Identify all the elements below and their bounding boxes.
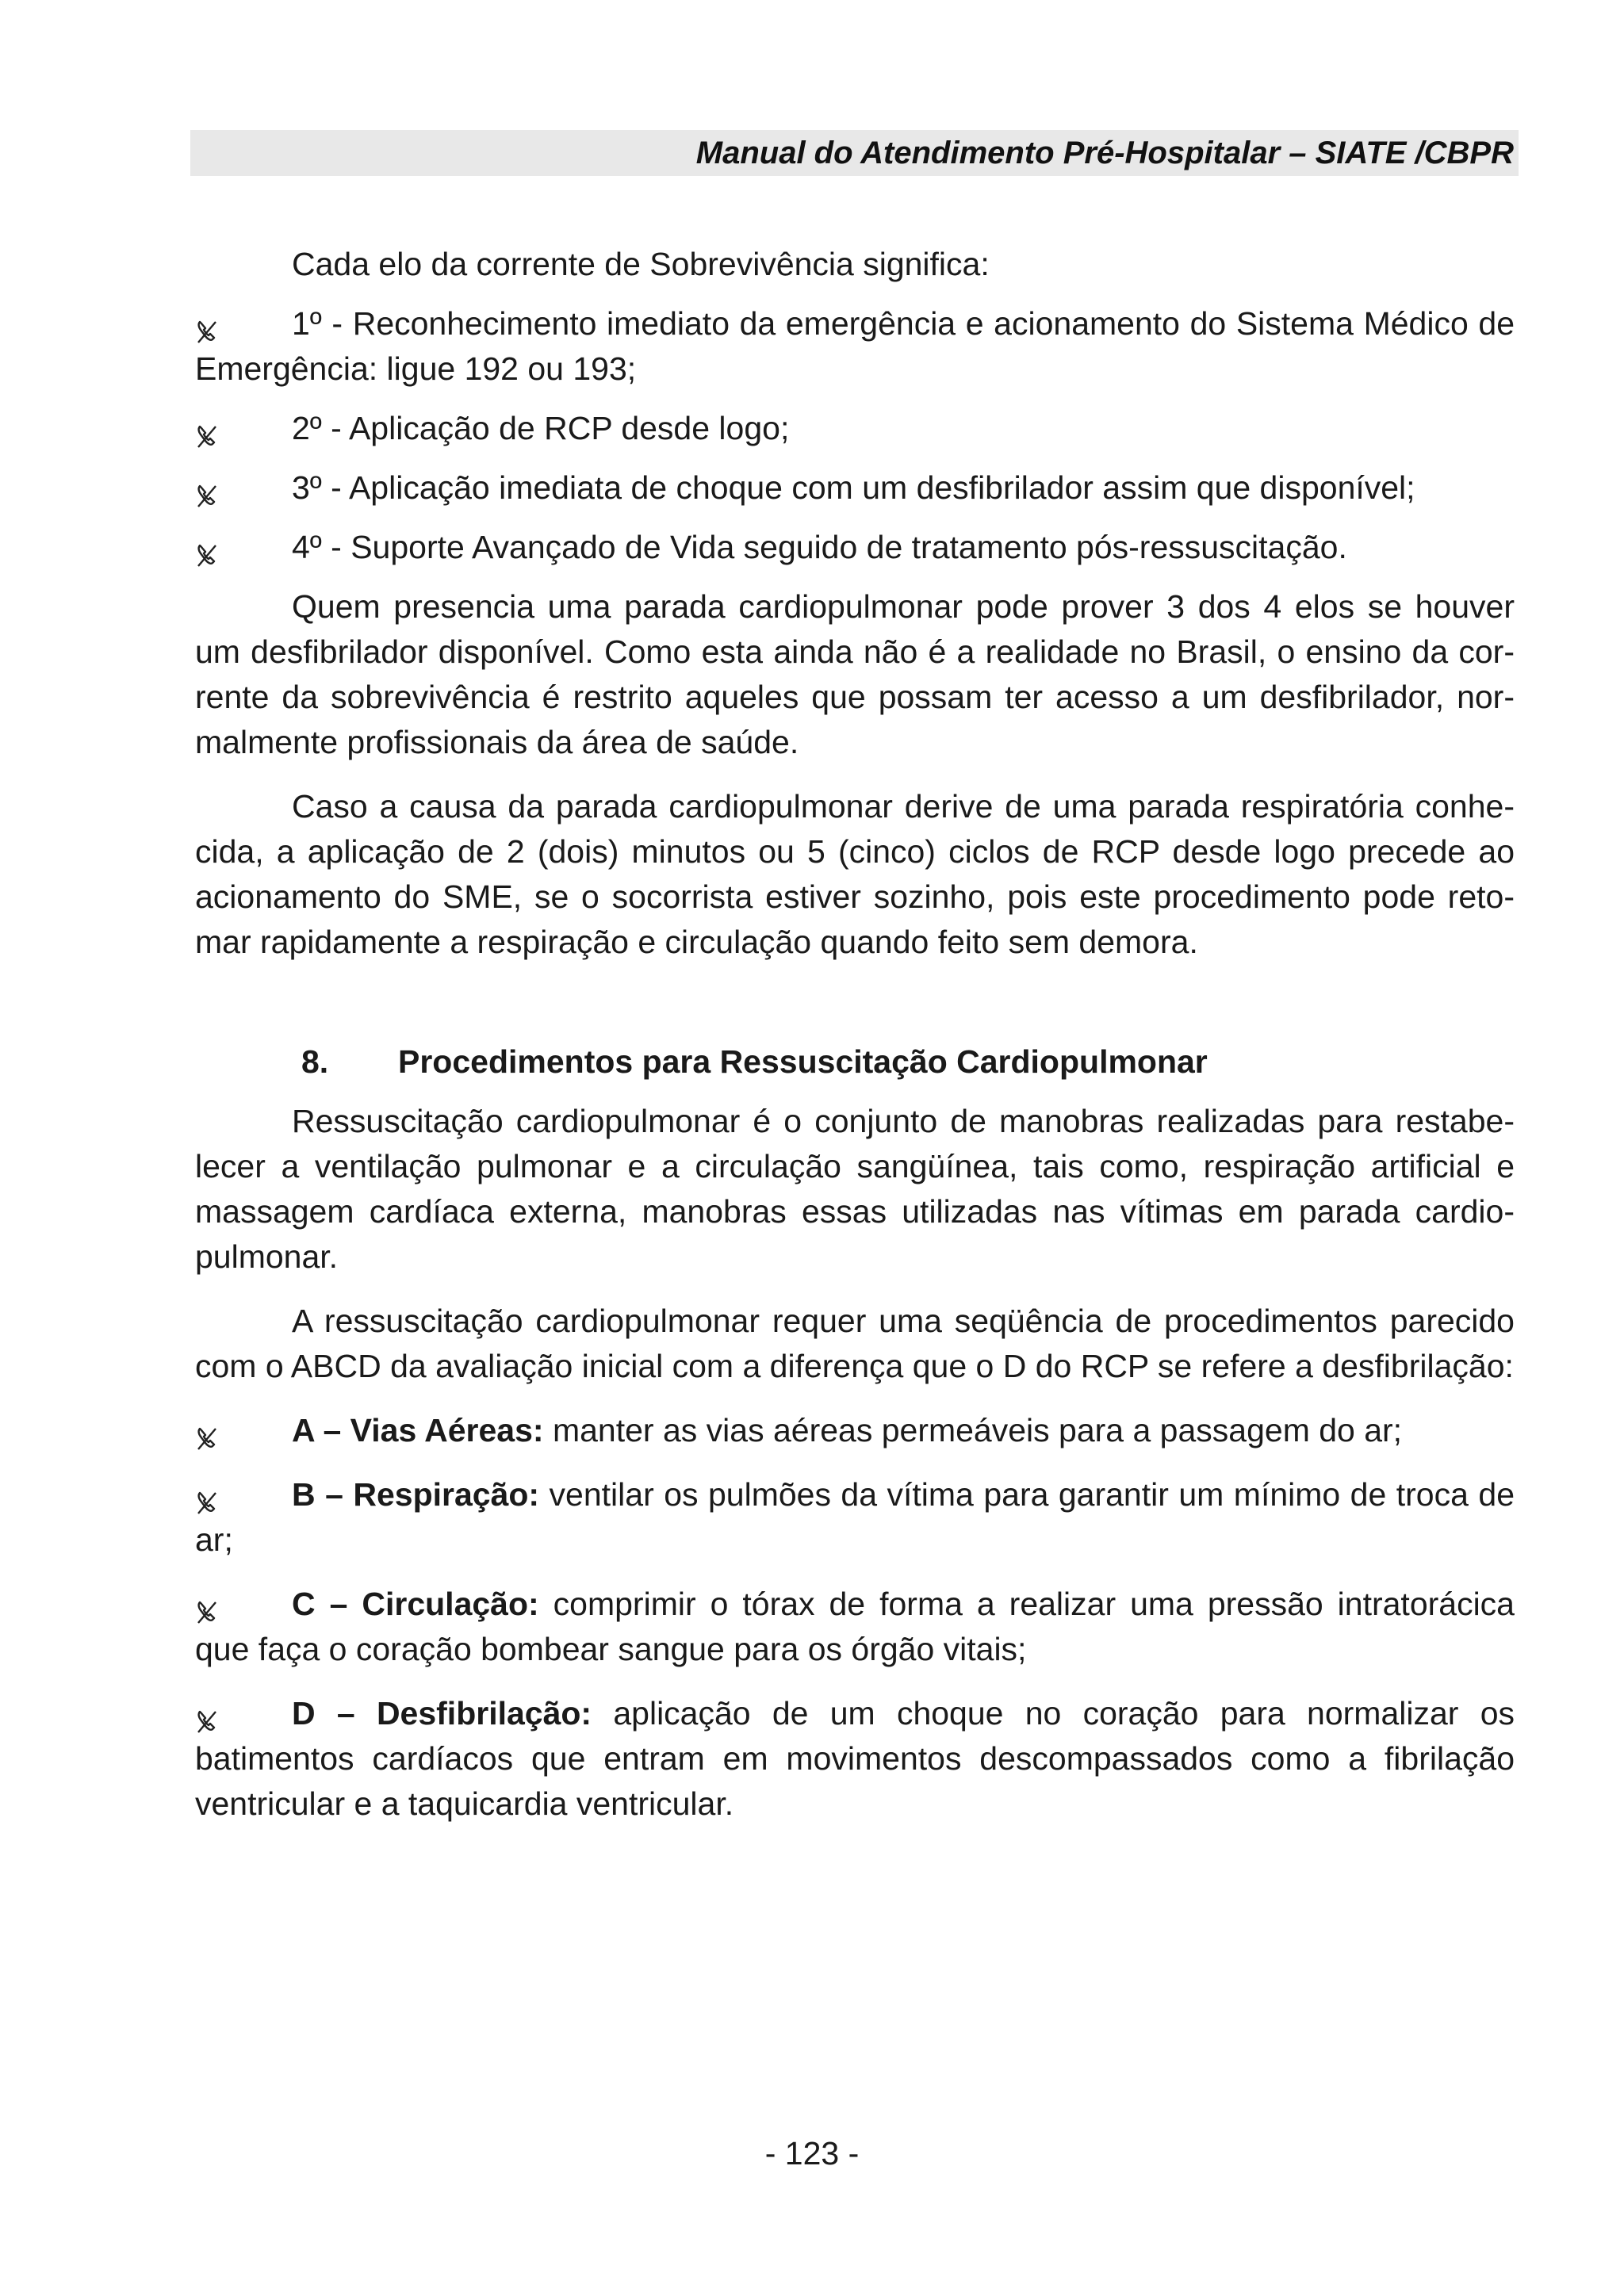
abcd-item-a: [195, 1408, 1515, 1453]
running-header: [190, 130, 1519, 176]
page-footer: [0, 2131, 1624, 2176]
abcd-text: aplicação de um choque no coração para normalizar os batimentos cardíacos que entram em movimentos descompassados como a fibrilação ventricular e a taquicardia ventricular.: [195, 1695, 1515, 1822]
abcd-label: A – Vias Aéreas:: [292, 1412, 544, 1448]
chain-item-2: [195, 406, 1515, 451]
chain-item-text: 1º - Reconhecimento imediato da emergência e acionamento do Sistema Médico de Emergência: ligue 192 ou 193;: [195, 305, 1515, 387]
phone-hand-icon: [195, 542, 217, 568]
chain-item-text: 2º - Aplicação de RCP desde logo;: [292, 410, 790, 446]
chain-item-text: 3º - Aplicação imediata de choque com um desfibrilador assim que disponível;: [292, 469, 1415, 506]
section-heading: 8. Procedimentos para Ressuscitação Cardiopulmonar: [195, 1039, 1515, 1085]
chain-item-1: [195, 301, 1515, 392]
paragraph-1: Quem presencia uma parada cardiopulmonar pode prover 3 dos 4 elos se houver um desfibrilador disponível. Como esta ainda não é a realidade no Brasil, o ensino da corrente da sobrevivência é restrito aqueles que possam ter acesso a um desfibrilador, normalmente profissionais da área de saúde.: [195, 588, 1515, 760]
abcd-label: B – Respiração:: [292, 1476, 540, 1513]
page-body: [195, 242, 1515, 1827]
intro-paragraph: Cada elo da corrente de Sobrevivência significa:: [292, 246, 990, 282]
phone-hand-icon: [195, 1709, 217, 1734]
header-title: Manual do Atendimento Pré-Hospitalar – SIATE /CBPR: [695, 136, 1514, 170]
abcd-item-c: [195, 1582, 1515, 1672]
paragraph-2: Caso a causa da parada cardiopulmonar derive de uma parada respiratória conhecida, a aplicação de 2 (dois) minutos ou 5 (cinco) ciclos de RCP desde logo precede ao acionamento do SME, se o socorrista estiver sozinho, pois este procedimento pode retomar rapidamente a respiração e circulação quando feito sem demora.: [195, 788, 1515, 960]
phone-hand-icon: [195, 319, 217, 344]
abcd-item-b: [195, 1472, 1515, 1563]
chain-item-text: 4º - Suporte Avançado de Vida seguido de tratamento pós-ressuscitação.: [292, 529, 1347, 565]
abcd-label: D – Desfibrilação:: [292, 1695, 592, 1732]
chain-item-3: [195, 465, 1515, 511]
section-title: Procedimentos para Ressuscitação Cardiopulmonar: [398, 1043, 1208, 1080]
abcd-text: ventilar os pulmões da vítima para garantir um mínimo de troca de ar;: [195, 1476, 1515, 1558]
phone-hand-icon: [195, 1599, 217, 1624]
abcd-item-d: [195, 1691, 1515, 1827]
phone-hand-icon: [195, 483, 217, 508]
abcd-text: comprimir o tórax de forma a realizar uma pressão intratorácica que faça o coração bombear sangue para os órgão vitais;: [195, 1586, 1515, 1667]
phone-hand-icon: [195, 423, 217, 449]
paragraph-4: A ressuscitação cardiopulmonar requer uma seqüência de procedimentos parecido com o ABCD da avaliação inicial com a diferença que o D do RCP se refere a desfibrilação:: [195, 1303, 1515, 1384]
abcd-text: manter as vias aéreas permeáveis para a passagem do ar;: [543, 1412, 1403, 1448]
abcd-label: C – Circulação:: [292, 1586, 539, 1622]
phone-hand-icon: [195, 1425, 217, 1451]
phone-hand-icon: [195, 1490, 217, 1515]
chain-item-4: [195, 525, 1515, 570]
page-number: - 123 -: [764, 2135, 860, 2172]
paragraph-3: Ressuscitação cardiopulmonar é o conjunto de manobras realizadas para restabelecer a ventilação pulmonar e a circulação sangüínea, tais como, respiração artificial e massagem cardíaca externa, manobras essas utilizadas nas vítimas em parada cardiopulmonar.: [195, 1103, 1515, 1275]
